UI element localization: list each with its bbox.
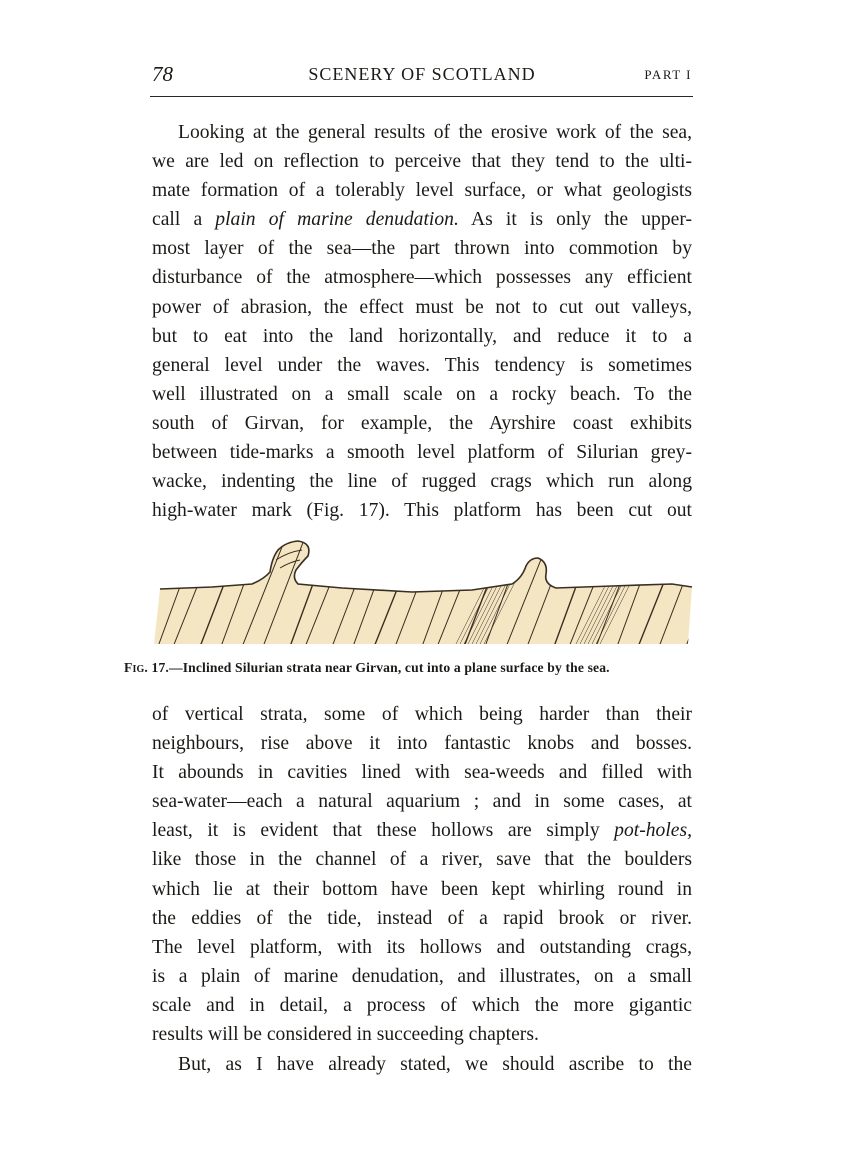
text-line: of vertical strata, some of which being harder than their [152, 704, 692, 725]
text-line: which lie at their bottom have been kept whirling round in [152, 878, 692, 900]
text-run: As it is only the upper- [458, 209, 692, 231]
text-line: the eddies of the tide, instead of a rapid brook or river. [152, 907, 692, 929]
text-line: results will be considered in succeeding chapters. [152, 1024, 539, 1046]
figure-17-illustration [152, 532, 697, 652]
rock-surface-line [160, 541, 692, 592]
text-line: The level platform, with its hollows and outstanding crags, [152, 936, 692, 958]
text-line: south of Girvan, for example, the Ayrshire coast exhibits [152, 412, 692, 434]
running-header [152, 62, 692, 90]
text-run: call a [152, 209, 216, 231]
caption-text: —Inclined Silurian strata near Girvan, cut into a plane surface by the sea. [168, 660, 610, 675]
text-line: we are led on reflection to perceive that they tend to the ulti- [152, 151, 692, 173]
text-line: disturbance of the atmosphere—which possesses any efficient [152, 267, 692, 289]
rock-mass [154, 541, 692, 644]
part-label: PART I [644, 67, 692, 82]
text-line: most layer of the sea—the part thrown into commotion by [152, 238, 692, 260]
text-line: neighbours, rise above it into fantastic knobs and bosses. [152, 733, 692, 755]
text-line [152, 205, 692, 234]
text-line: but to eat into the land horizontally, and reduce it to a [152, 325, 692, 347]
paragraph-3 [152, 1050, 692, 1079]
strata-drawing [152, 532, 697, 652]
text-line: scale and in detail, a process of which the more gigantic [152, 994, 692, 1016]
figure-caption [124, 660, 728, 676]
header-rule [150, 96, 693, 97]
text-line: high-water mark (Fig. 17). This platform has been cut out [152, 500, 692, 522]
text-line: It abounds in cavities lined with sea-weeds and filled with [152, 762, 692, 784]
figure-label: Fig. 17. [124, 660, 169, 675]
italic-term: pot-holes, [614, 820, 692, 842]
text-line: Looking at the general results of the erosive work of the sea, [178, 122, 692, 143]
text-line: But, as I have already stated, we should ascribe to the [178, 1054, 692, 1075]
running-title: SCENERY OF SCOTLAND [308, 64, 536, 84]
text-line: mate formation of a tolerably level surface, or what geologists [152, 180, 692, 202]
text-line: well illustrated on a small scale on a rocky beach. To the [152, 383, 692, 405]
italic-term: plain of marine denudation. [215, 209, 459, 231]
text-line: general level under the waves. This tendency is sometimes [152, 354, 692, 376]
page-number: 78 [152, 62, 173, 86]
text-run: least, it is evident that these hollows are simply [152, 820, 615, 842]
paragraph-1 [152, 118, 692, 525]
text-line: wacke, indenting the line of rugged crags which run along [152, 471, 692, 493]
text-line: is a plain of marine denudation, and illustrates, on a small [152, 965, 692, 987]
text-line: power of abrasion, the effect must be not to cut out valleys, [152, 296, 692, 318]
text-line: like those in the channel of a river, save that the boulders [152, 849, 692, 871]
text-line [152, 816, 692, 845]
text-line: between tide-marks a smooth level platform of Silurian grey- [152, 442, 692, 464]
paragraph-2 [152, 700, 692, 1049]
text-line: sea-water—each a natural aquarium ; and in some cases, at [152, 791, 692, 813]
